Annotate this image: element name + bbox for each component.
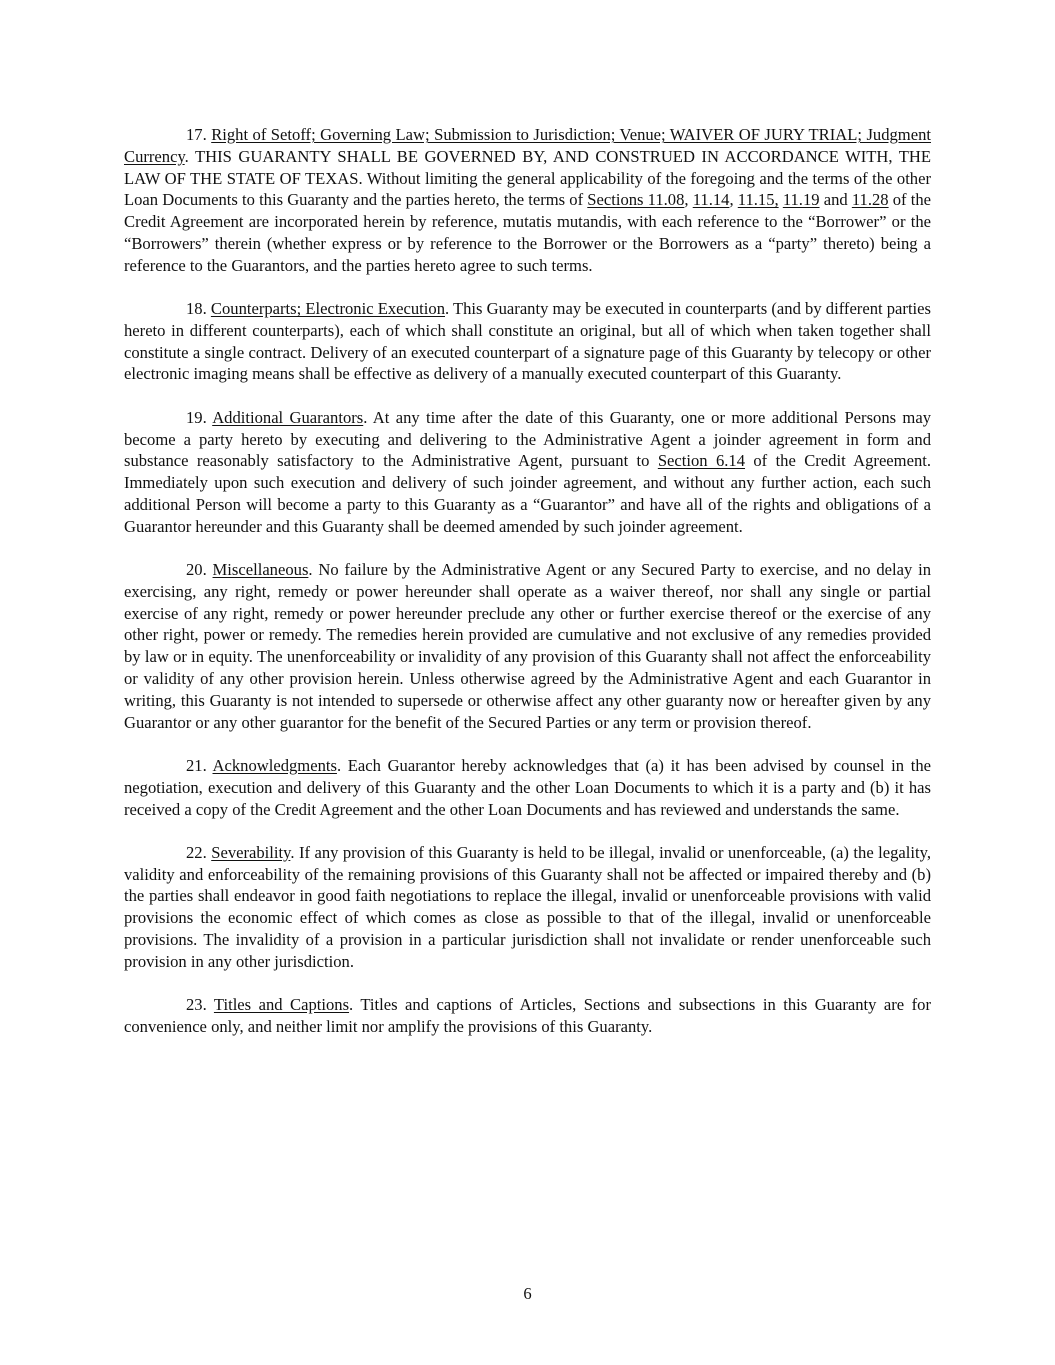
- section-22: [124, 842, 931, 973]
- section-number: 19.: [186, 407, 207, 427]
- section-text: . Titles and captions of Articles, Sections and subsections in this Guaranty are for convenience only, and neither limit nor amplify the provisions of this Guaranty.: [124, 995, 931, 1036]
- cross-reference: 11.15,: [737, 190, 779, 210]
- section-heading: Counterparts; Electronic Execution: [210, 299, 445, 319]
- section-heading: Acknowledgments: [212, 755, 337, 775]
- section-17: [124, 124, 931, 277]
- separator-text: ,: [684, 190, 693, 210]
- cross-reference: 11.28: [851, 190, 889, 210]
- cross-reference: Sections 11.08: [587, 190, 685, 210]
- section-text: . THIS GUARANTY SHALL BE GOVERNED BY, AND CONSTRUED IN ACCORDANCE WITH, THE LAW OF THE STATE OF TEXAS. Without limiting the general applicability of the foregoing and the terms of the other Loan Documents to this Guaranty and the parties hereto, the terms of: [124, 146, 931, 210]
- cross-reference: 11.14: [692, 190, 730, 210]
- section-heading: Severability: [211, 842, 291, 862]
- section-21: [124, 755, 931, 820]
- section-23: [124, 994, 931, 1038]
- section-heading: Miscellaneous: [212, 560, 309, 580]
- section-number: 18.: [186, 299, 207, 319]
- section-text: . At any time after the date of this Guaranty, one or more additional Persons may become a party hereto by executing and delivering to the Administrative Agent a joinder agreement in form and substance reasonably satisfactory to the Administrative Agent, pursuant to: [124, 407, 931, 471]
- cross-reference: 11.19: [782, 190, 820, 210]
- section-number: 21.: [186, 755, 207, 775]
- page-number: 6: [523, 1284, 532, 1303]
- section-text: of the Credit Agreement. Immediately upon such execution and delivery of such joinder agreement, and without any further action, each such additional Person will become a party to this Guaranty as a “Guarantor” and have all of the rights and obligations of a Guarantor hereunder and this Guaranty shall be deemed amended by such joinder agreement.: [124, 451, 931, 536]
- section-text: . No failure by the Administrative Agent or any Secured Party to exercise, and no delay in exercising, any right, remedy or power hereunder shall operate as a waiver thereof, nor shall any single or partial exercise of any right, remedy or power hereunder preclude any other or further exercise thereof or the exercise of any other right, power or remedy. The remedies herein provided are cumulative and not exclusive of any remedies provided by law or in equity. The unenforceability or invalidity of any provision of this Guaranty shall not affect the enforceability or validity of any other provision herein. Unless otherwise agreed by the Administrative Agent and each Guarantor in writing, this Guaranty is not intended to supersede or otherwise affect any other guaranty now or hereafter given by any Guarantor or any other guarantor for the benefit of the Secured Parties or any term or provision thereof.: [124, 560, 931, 732]
- section-heading: Right of Setoff; Governing Law; Submission to Jurisdiction; Venue; WAIVER OF JURY TRIAL; Judgment Currency: [124, 125, 931, 166]
- section-text: of the Credit Agreement are incorporated herein by reference, mutatis mutandis, with each reference to the “Borrower” or the “Borrowers” therein (whether express or by reference to the Borrower or the Borrowers as a “party” thereto) being a reference to the Guarantors, and the parties hereto agree to such terms.: [124, 190, 931, 275]
- section-19: [124, 407, 931, 538]
- section-heading: Titles and Captions: [213, 995, 350, 1015]
- cross-reference: Section 6.14: [657, 451, 746, 471]
- section-20: [124, 559, 931, 733]
- section-heading: Additional Guarantors: [212, 407, 364, 427]
- section-text: . This Guaranty may be executed in counterparts (and by different parties hereto in different counterparts), each of which shall constitute an original, but all of which when taken together shall constitute a single contract. Delivery of an executed counterpart of a signature page of this Guaranty by telecopy or other electronic imaging means shall be effective as delivery of a manually executed counterpart of this Guaranty.: [124, 299, 931, 384]
- separator-text: ,: [729, 190, 738, 210]
- document-body: [124, 124, 931, 1059]
- section-number: 17.: [186, 125, 207, 144]
- section-number: 23.: [186, 995, 207, 1015]
- section-text: . Each Guarantor hereby acknowledges that (a) it has been advised by counsel in the negotiation, execution and delivery of this Guaranty and the other Loan Documents to which it is a party and (b) it has received a copy of the Credit Agreement and the other Loan Documents and has reviewed and understands the same.: [124, 755, 931, 819]
- section-number: 22.: [186, 842, 207, 862]
- section-text: . If any provision of this Guaranty is held to be illegal, invalid or unenforceable, (a) the legality, validity and enforceability of the remaining provisions of this Guaranty shall not be affected or impaired thereby and (b) the parties shall endeavor in good faith negotiations to replace the illegal, invalid or unenforceable provisions with valid provisions the economic effect of which comes as close as possible to that of the illegal, invalid or unenforceable provisions. The invalidity of a provision in a particular jurisdiction shall not invalidate or render unenforceable such provision in any other jurisdiction.: [124, 842, 931, 971]
- section-18: [124, 298, 931, 385]
- separator-text: and: [819, 190, 852, 210]
- section-number: 20.: [186, 560, 207, 580]
